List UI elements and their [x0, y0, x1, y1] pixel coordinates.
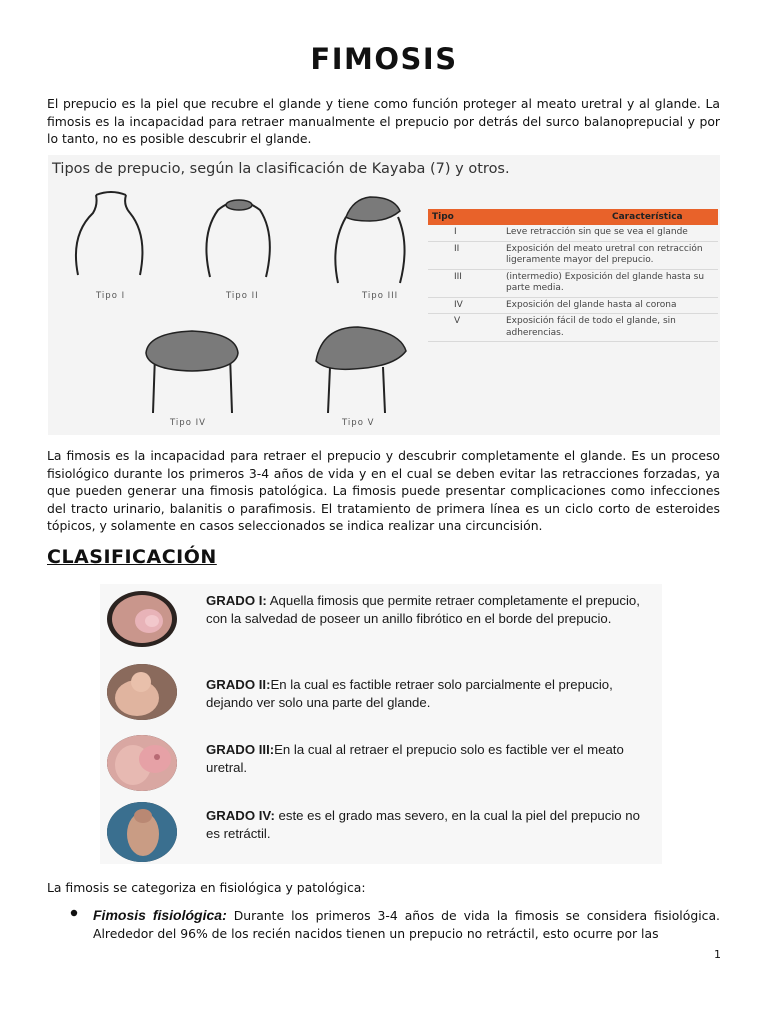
table-row [428, 225, 718, 241]
table-cell: I [428, 225, 502, 241]
table-cell: (intermedio) Exposición del glande hasta su parte media. [502, 269, 718, 297]
grade-i-text [206, 592, 646, 628]
page-number: 1 [714, 948, 721, 961]
section-heading: CLASIFICACIÓN [47, 546, 217, 568]
grade-label: GRADO IV: [206, 808, 275, 823]
grade-label: GRADO III: [206, 742, 275, 757]
tipo-label: Tipo III [362, 291, 399, 301]
tipo-label: Tipo II [226, 291, 259, 301]
table-cell: Exposición fácil de todo el glande, sin adherencias. [502, 314, 718, 342]
tipo-v-drawing [316, 327, 406, 413]
kayaba-figure [48, 155, 720, 435]
table-row [428, 269, 718, 297]
bullet-description: Durante los primeros 3-4 años de vida la fimosis se considera fisiológica. Alrededor del 96% de los recién nacidos tienen un prepucio no retráctil, esto ocurre por las [93, 908, 720, 941]
grade-iii-photo [107, 735, 177, 791]
categorize-paragraph: La fimosis se categoriza en fisiológica y patológica: [47, 880, 366, 895]
table-cell: III [428, 269, 502, 297]
grade-label: GRADO II: [206, 677, 271, 692]
table-cell: Exposición del meato uretral con retracción ligeramente mayor del prepucio. [502, 241, 718, 269]
tipo-iii-drawing [335, 197, 404, 283]
bullet-item [93, 906, 720, 943]
tipo-ii-drawing [206, 200, 269, 277]
grade-iv-photo [107, 802, 177, 862]
page-title: FIMOSIS [310, 42, 458, 76]
grade-iv-text [206, 807, 646, 843]
bullet-icon [69, 908, 79, 918]
table-cell: II [428, 241, 502, 269]
table-row [428, 297, 718, 314]
grade-description: En la cual al retraer el prepucio solo es factible ver el meato uretral. [206, 742, 624, 775]
table-row [428, 314, 718, 342]
intro-paragraph: El prepucio es la piel que recubre el glande y tiene como función proteger al meato uretral y al glande. La fimosis es la incapacidad para retraer manualmente el prepucio por detrás del surco balanoprepucial y por lo tanto, no es posible descubrir el glande. [47, 96, 720, 146]
grade-label: GRADO I: [206, 593, 267, 608]
table-header-cell: Característica [502, 209, 718, 225]
grade-description: En la cual es factible retraer solo parcialmente el prepucio, dejando ver solo una parte del glande. [206, 677, 613, 710]
table-cell: Exposición del glande hasta al corona [502, 297, 718, 314]
tipo-iv-drawing [146, 331, 238, 413]
body-paragraph: La fimosis es la incapacidad para retraer el prepucio y descubrir completamente el glande. Es un proceso fisiológico durante los primeros 3-4 años de vida y en el cual se deben evitar las retracciones forzadas, ya que pueden generar una fimosis patológica. La fimosis puede presentar complicaciones como infecciones del tracto urinario, balanitis o parafimosis. El tratamiento de primera línea es un ciclo corto de esteroides tópicos, y solamente en casos seleccionados se indica realizar una circuncisión. [47, 448, 720, 533]
grades-figure [100, 584, 662, 864]
grade-description: Aquella fimosis que permite retraer completamente el prepucio, con la salvedad de poseer un anillo fibrótico en el borde del prepucio. [206, 593, 640, 626]
kayaba-table [428, 209, 718, 342]
tipo-label: Tipo V [342, 418, 375, 428]
table-header-row [428, 209, 718, 225]
table-header-cell: Tipo [428, 209, 502, 225]
tipo-label: Tipo I [96, 291, 126, 301]
bullet-term: Fimosis fisiológica: [93, 907, 227, 923]
figure-caption: Tipos de prepucio, según la clasificación de Kayaba (7) y otros. [52, 161, 510, 177]
table-row [428, 241, 718, 269]
table-cell: Leve retracción sin que se vea el glande [502, 225, 718, 241]
grade-ii-photo [107, 664, 177, 720]
grade-iii-text [206, 741, 646, 777]
table-cell: V [428, 314, 502, 342]
table-cell: IV [428, 297, 502, 314]
grade-description: este es el grado mas severo, en la cual la piel del prepucio no es retráctil. [206, 808, 640, 841]
tipo-i-drawing [76, 192, 143, 275]
tipo-label: Tipo IV [170, 418, 206, 428]
grade-ii-text [206, 676, 646, 712]
grade-i-photo [107, 591, 177, 647]
